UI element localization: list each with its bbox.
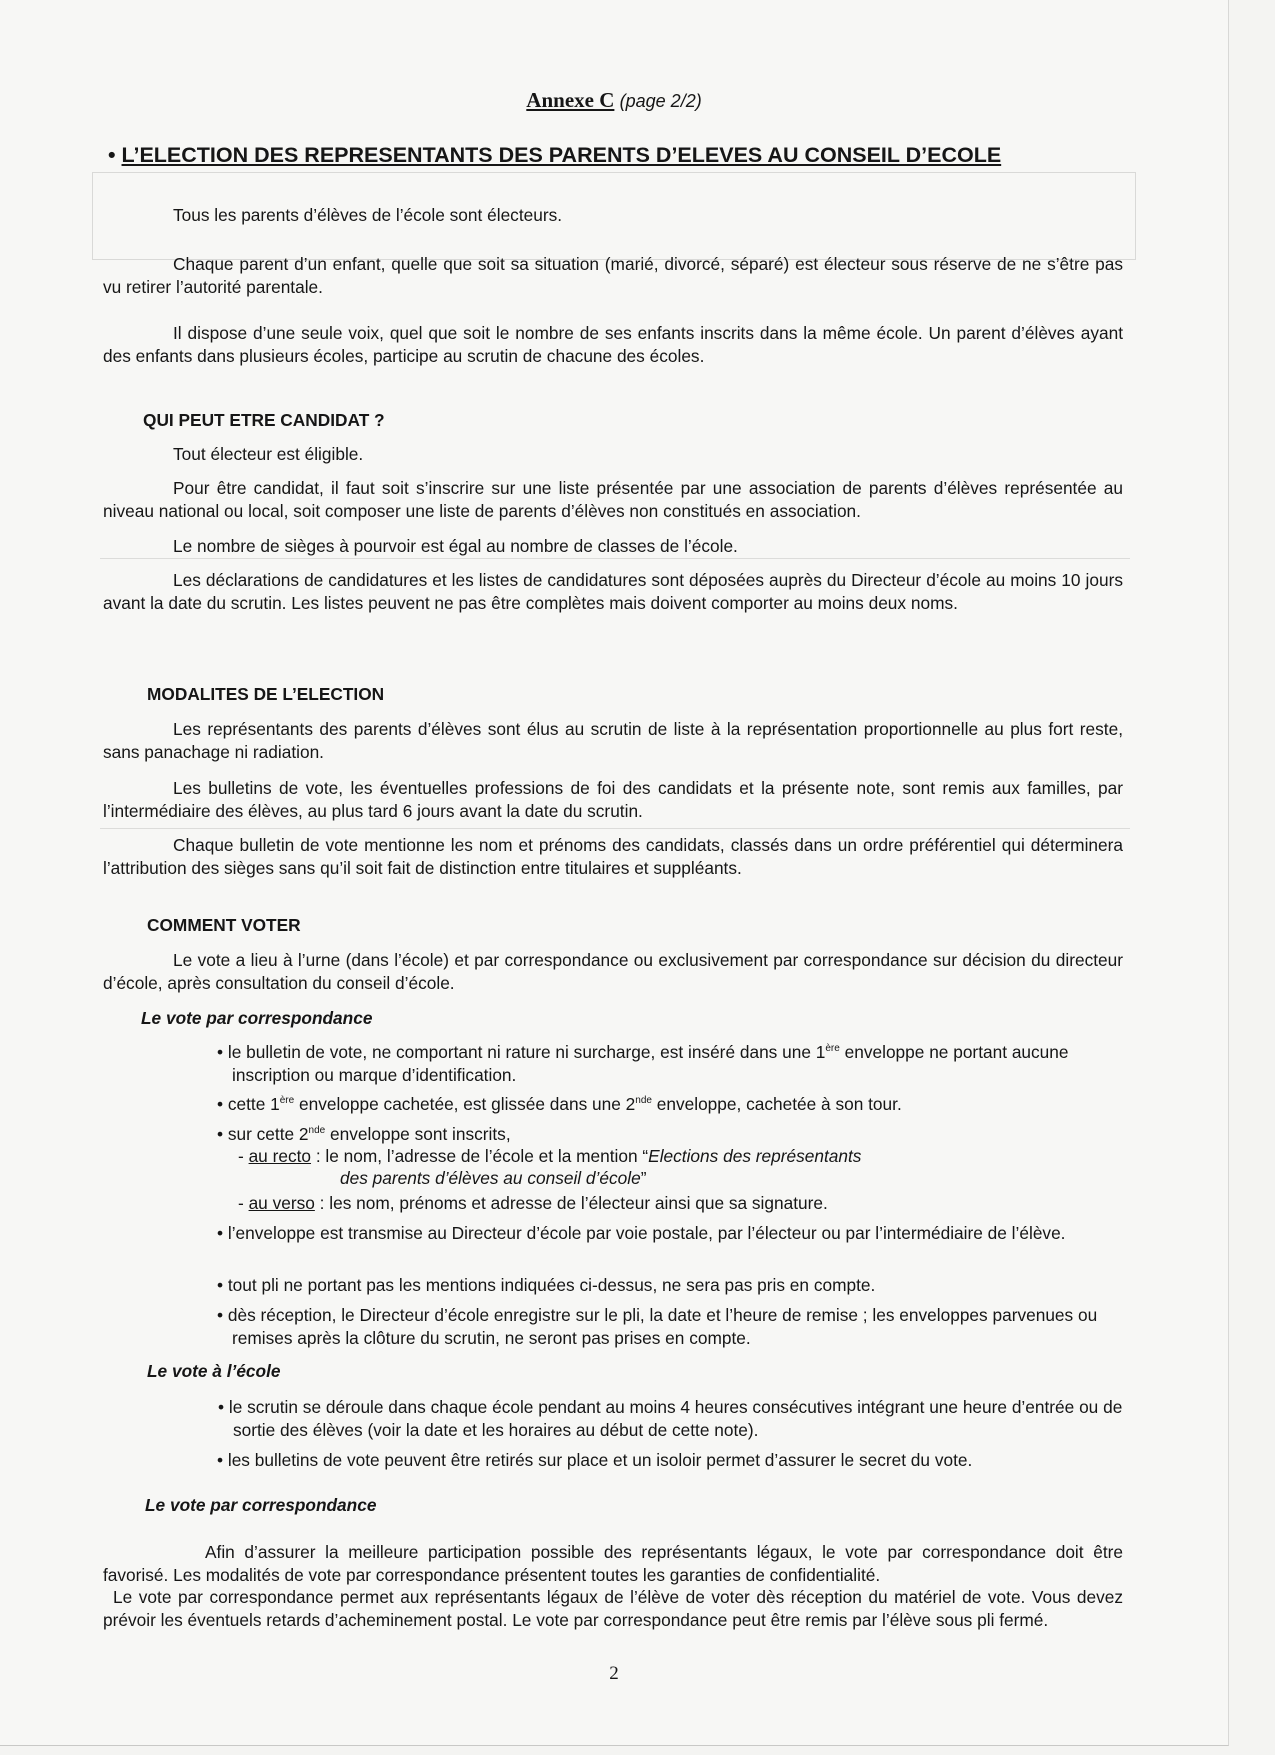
verso-line: - au verso : les nom, prénoms et adresse de l’électeur ainsi que sa signature.: [238, 1193, 828, 1213]
subsection-title: Le vote par correspondance: [145, 1495, 377, 1515]
annex-title-page: (page 2/2): [619, 91, 702, 111]
intro-paragraph: Chaque parent d’un enfant, quelle que soit sa situation (marié, divorcé, séparé) est électeur sous réserve de ne s’être pas vu retirer l’autorité parentale.: [103, 254, 1123, 297]
recto-line: - au recto : le nom, l’adresse de l’école et la mention “Elections des représentants: [238, 1146, 862, 1166]
list-item: • le scrutin se déroule dans chaque école pendant au moins 4 heures consécutives intégrant une heure d’entrée ou de sortie des élèves (voir la date et les horaires au début de cette note).: [218, 1397, 1123, 1440]
modalites-paragraph: Les représentants des parents d’élèves sont élus au scrutin de liste à la représentation proportionnelle au plus fort reste, sans panachage ni radiation.: [103, 719, 1123, 762]
bullet-icon: •: [108, 143, 116, 167]
annex-title-main: Annexe C: [526, 88, 615, 112]
section-title: MODALITES DE L’ELECTION: [147, 684, 385, 704]
modalites-paragraph: Chaque bulletin de vote mentionne les nom et prénoms des candidats, classés dans un ordre préférentiel qui déterminera l’attribution des sièges sans qu’il soit fait de distinction entre titulaires et suppléants.: [103, 835, 1123, 878]
final-paragraph: Afin d’assurer la meilleure participation possible des représentants légaux, le vote par correspondance doit être favorisé. Les modalités de vote par correspondance présentent toutes les garanties de confidentialité.: [103, 1542, 1123, 1585]
candidat-paragraph: Les déclarations de candidatures et les listes de candidatures sont déposées auprès du Directeur d’école au moins 10 jours avant la date du scrutin. Les listes peuvent ne pas être complètes mais doivent comporter au moins deux noms.: [103, 570, 1123, 613]
list-item: • cette 1ère enveloppe cachetée, est glissée dans une 2nde enveloppe, cachetée à son tour.: [217, 1094, 902, 1114]
list-item: • le bulletin de vote, ne comportant ni rature ni surcharge, est inséré dans une 1ère enveloppe ne portant aucune inscription ou marque d’identification.: [217, 1042, 1069, 1085]
annex-title: [0, 88, 1228, 113]
intro-paragraph: Tous les parents d’élèves de l’école sont électeurs.: [173, 205, 563, 225]
list-item: • tout pli ne portant pas les mentions indiquées ci-dessus, ne sera pas pris en compte.: [217, 1275, 876, 1295]
subsection-title: Le vote à l’école: [147, 1361, 281, 1381]
candidat-paragraph: Le nombre de sièges à pourvoir est égal au nombre de classes de l’école.: [173, 536, 738, 556]
section-title: QUI PEUT ETRE CANDIDAT ?: [143, 410, 385, 430]
list-item: • l’enveloppe est transmise au Directeur d’école par voie postale, par l’électeur ou par l’intermédiaire de l’élève.: [217, 1223, 1066, 1243]
section-title: COMMENT VOTER: [147, 915, 301, 935]
list-item: • dès réception, le Directeur d’école enregistre sur le pli, la date et l’heure de remise ; les enveloppes parvenues ou remises après la clôture du scrutin, ne seront pas prises en compte.: [217, 1305, 1098, 1348]
modalites-paragraph: Les bulletins de vote, les éventuelles professions de foi des candidats et la présente note, sont remis aux familles, par l’intermédiaire des élèves, au plus tard 6 jours avant la date du scrutin.: [103, 778, 1123, 821]
candidat-paragraph: Pour être candidat, il faut soit s’inscrire sur une liste présentée par une association de parents d’élèves représentée au niveau national ou local, soit composer une liste de parents d’élèves non constitués en association.: [103, 478, 1123, 521]
final-paragraph: Le vote par correspondance permet aux représentants légaux de l’élève de voter dès réception du matériel de vote. Vous devez prévoir les éventuels retards d’acheminement postal. Le vote par correspondance peut être remis par l’élève sous pli fermé.: [103, 1587, 1123, 1630]
bleed-through-rule: [100, 828, 1130, 829]
subsection-title: Le vote par correspondance: [141, 1008, 373, 1028]
section-heading: • L’ELECTION DES REPRESENTANTS DES PARENTS D’ELEVES AU CONSEIL D’ECOLE: [108, 143, 1002, 167]
recto-line-continued: des parents d’élèves au conseil d’école”: [340, 1168, 647, 1188]
intro-paragraph: Il dispose d’une seule voix, quel que soit le nombre de ses enfants inscrits dans la même école. Un parent d’élèves ayant des enfants dans plusieurs écoles, participe au scrutin de chacune des écoles.: [103, 323, 1123, 366]
comment-paragraph: Le vote a lieu à l’urne (dans l’école) et par correspondance ou exclusivement par correspondance sur décision du directeur d’école, après consultation du conseil d’école.: [103, 950, 1123, 993]
list-item: • les bulletins de vote peuvent être retirés sur place et un isoloir permet d’assurer le secret du vote.: [217, 1450, 973, 1470]
bleed-through-rule: [100, 558, 1130, 559]
candidat-paragraph: Tout électeur est éligible.: [173, 444, 364, 464]
list-item: • sur cette 2nde enveloppe sont inscrits,: [217, 1124, 511, 1144]
page-number: 2: [609, 1663, 619, 1684]
